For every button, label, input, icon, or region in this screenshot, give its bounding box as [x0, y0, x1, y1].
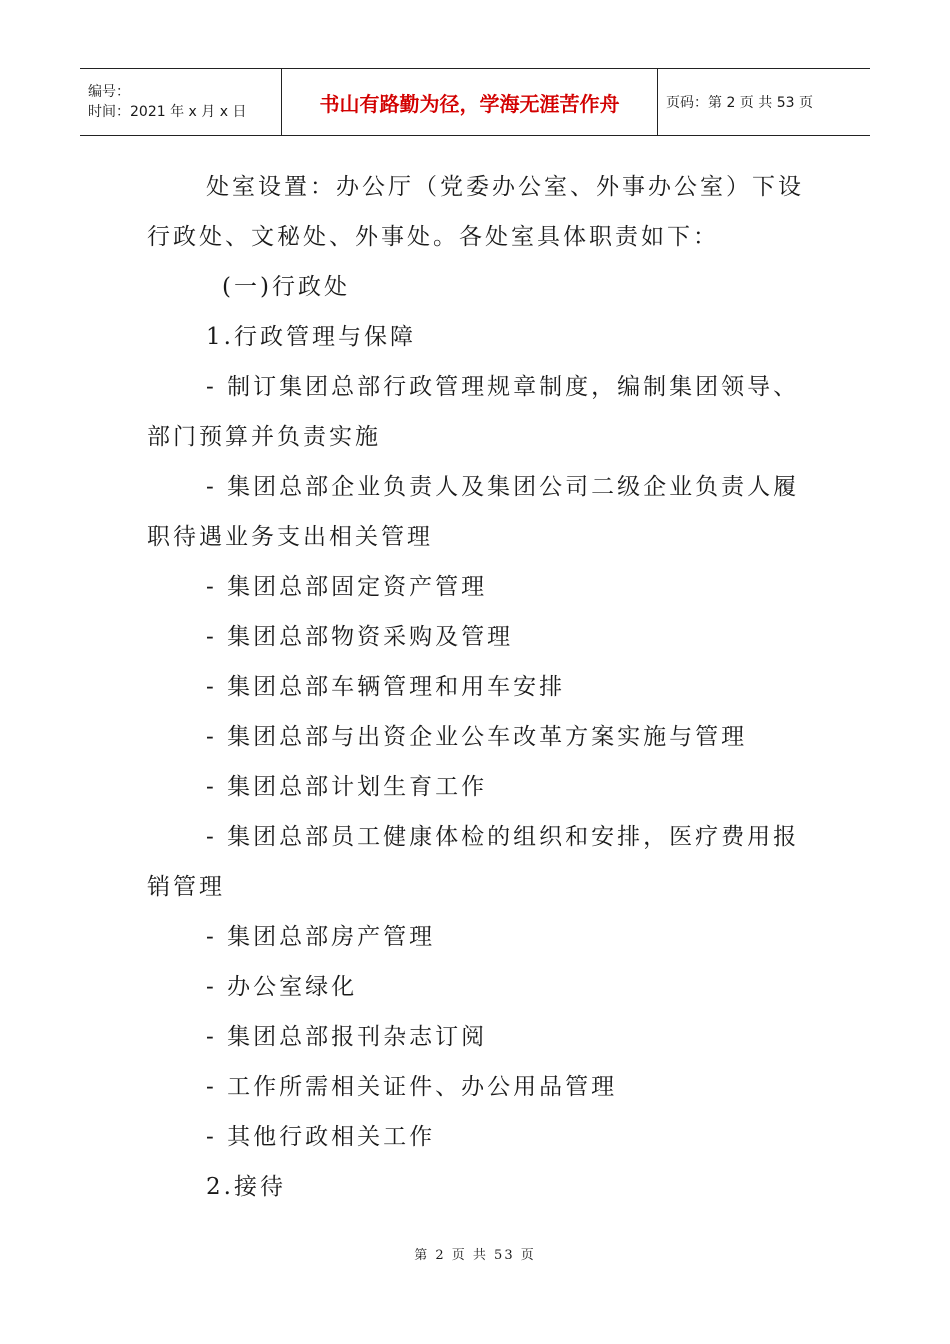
page-header — [80, 68, 870, 136]
body-line: 职待遇业务支出相关管理 — [147, 524, 433, 550]
body-line: - 集团总部车辆管理和用车安排 — [206, 674, 566, 700]
body-line: - 集团总部员工健康体检的组织和安排，医疗费用报 — [206, 824, 800, 850]
body-line: - 集团总部固定资产管理 — [206, 574, 488, 600]
body-line: - 办公室绿化 — [206, 974, 358, 1000]
page-info-text: 页码：第 2 页 共 53 页 — [666, 95, 813, 111]
body-line: 2.接待 — [206, 1174, 286, 1200]
body-line: - 集团总部物资采购及管理 — [206, 624, 514, 650]
header-meta — [80, 69, 282, 135]
body-line: - 集团总部房产管理 — [206, 924, 436, 950]
body-line: - 集团总部与出资企业公车改革方案实施与管理 — [206, 724, 748, 750]
header-page-info — [658, 69, 870, 135]
body-line: - 集团总部计划生育工作 — [206, 774, 488, 800]
header-motto — [282, 69, 658, 135]
document-time-label: 时间：2021 年 x 月 x 日 — [88, 104, 247, 120]
body-line: (一)行政处 — [222, 274, 350, 300]
body-line: - 工作所需相关证件、办公用品管理 — [206, 1074, 618, 1100]
page-footer: 第 2 页 共 53 页 — [414, 1248, 536, 1263]
motto-text: 书山有路勤为径，学海无涯苦作舟 — [319, 91, 620, 116]
document-number-label: 编号： — [88, 84, 130, 100]
body-line: - 集团总部报刊杂志订阅 — [206, 1024, 488, 1050]
document-body — [147, 162, 817, 1212]
body-line: 销管理 — [147, 874, 225, 900]
body-line: 部门预算并负责实施 — [147, 424, 381, 450]
body-line: 1.行政管理与保障 — [206, 324, 416, 350]
body-line: 处室设置：办公厅（党委办公室、外事办公室）下设 — [206, 174, 804, 200]
body-line: - 其他行政相关工作 — [206, 1124, 436, 1150]
body-line: - 集团总部企业负责人及集团公司二级企业负责人履 — [206, 474, 800, 500]
body-line: - 制订集团总部行政管理规章制度，编制集团领导、 — [206, 374, 800, 400]
body-line: 行政处、文秘处、外事处。各处室具体职责如下： — [147, 224, 719, 250]
